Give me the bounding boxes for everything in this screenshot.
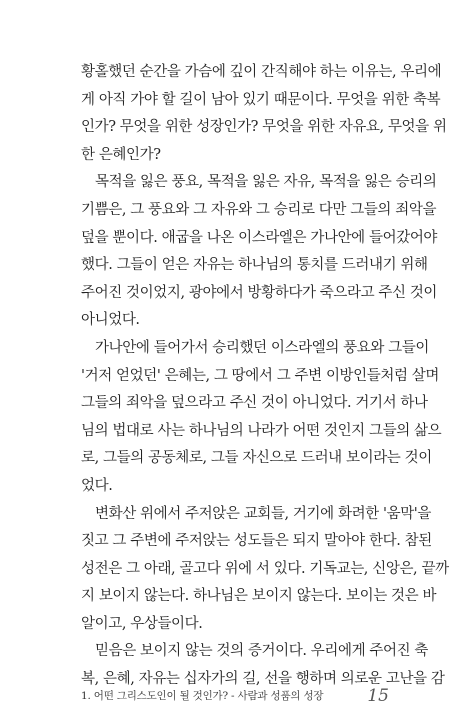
text-line: 짓고 그 주변에 주저앉는 성도들은 되지 말아야 한다. 참된 — [81, 533, 432, 550]
text-line: '거저 얻었던' 은혜는, 그 땅에서 그 주변 이방인들처럼 살며 — [81, 367, 440, 384]
text-line: 가나안에 들어가서 승리했던 이스라엘의 풍요와 그들이 — [95, 339, 430, 356]
text-line: 목적을 잃은 풍요, 목적을 잃은 자유, 목적을 잃은 승리의 — [95, 174, 437, 191]
text-line: 복, 은혜, 자유는 십자가의 길, 선을 행하며 의로운 고난을 감 — [81, 671, 445, 688]
text-line: 주어진 것이었지, 광야에서 방황하다가 죽으라고 주신 것이 — [81, 284, 438, 301]
page-footer — [81, 682, 391, 706]
text-line: 님의 법대로 사는 하나님의 나라가 어떤 것인지 그들의 삶으 — [81, 422, 442, 439]
text-line: 로, 그들의 공동체로, 그들 자신으로 드러내 보이라는 것이 — [81, 450, 432, 467]
text-line: 한 은혜인가? — [81, 146, 161, 163]
text-line: 게 아직 가야 할 길이 남아 있기 때문이다. 무엇을 위한 축복 — [81, 91, 441, 108]
page-number: 15 — [367, 686, 389, 706]
text-line: 믿음은 보이지 않는 것의 증거이다. 우리에게 주어진 축 — [95, 643, 429, 660]
text-line: 기쁨은, 그 풍요와 그 자유와 그 승리로 다만 그들의 죄악을 — [81, 201, 437, 218]
running-head: 1. 어떤 그리스도인이 될 것인가? - 사람과 성품의 성장 — [81, 690, 324, 702]
text-line: 었다. — [81, 477, 113, 494]
text-line: 지 보이지 않는다. 하나님은 보이지 않는다. 보이는 것은 바 — [81, 588, 437, 605]
text-line: 했다. 그들이 얻은 자유는 하나님의 통치를 드러내기 위해 — [81, 257, 428, 274]
text-line: 덮을 뿐이다. 애굽을 나온 이스라엘은 가나안에 들어갔어야 — [81, 229, 438, 246]
text-line: 아니었다. — [81, 312, 140, 329]
text-line: 그들의 죄악을 덮으라고 주신 것이 아니었다. 거기서 하나 — [81, 395, 428, 412]
text-line: 알이고, 우상들이다. — [81, 615, 203, 632]
text-line: 인가? 무엇을 위한 성장인가? 무엇을 위한 자유요, 무엇을 위 — [81, 119, 447, 136]
body-text — [81, 59, 449, 694]
text-line: 황홀했던 순간을 가슴에 깊이 간직해야 하는 이유는, 우리에 — [81, 64, 442, 80]
text-line: 성전은 그 아래, 골고다 위에 서 있다. 기독교는, 신앙은, 끝까 — [81, 560, 449, 577]
text-line: 변화산 위에서 주저앉은 교회들, 거기에 화려한 '움막'을 — [95, 505, 431, 522]
